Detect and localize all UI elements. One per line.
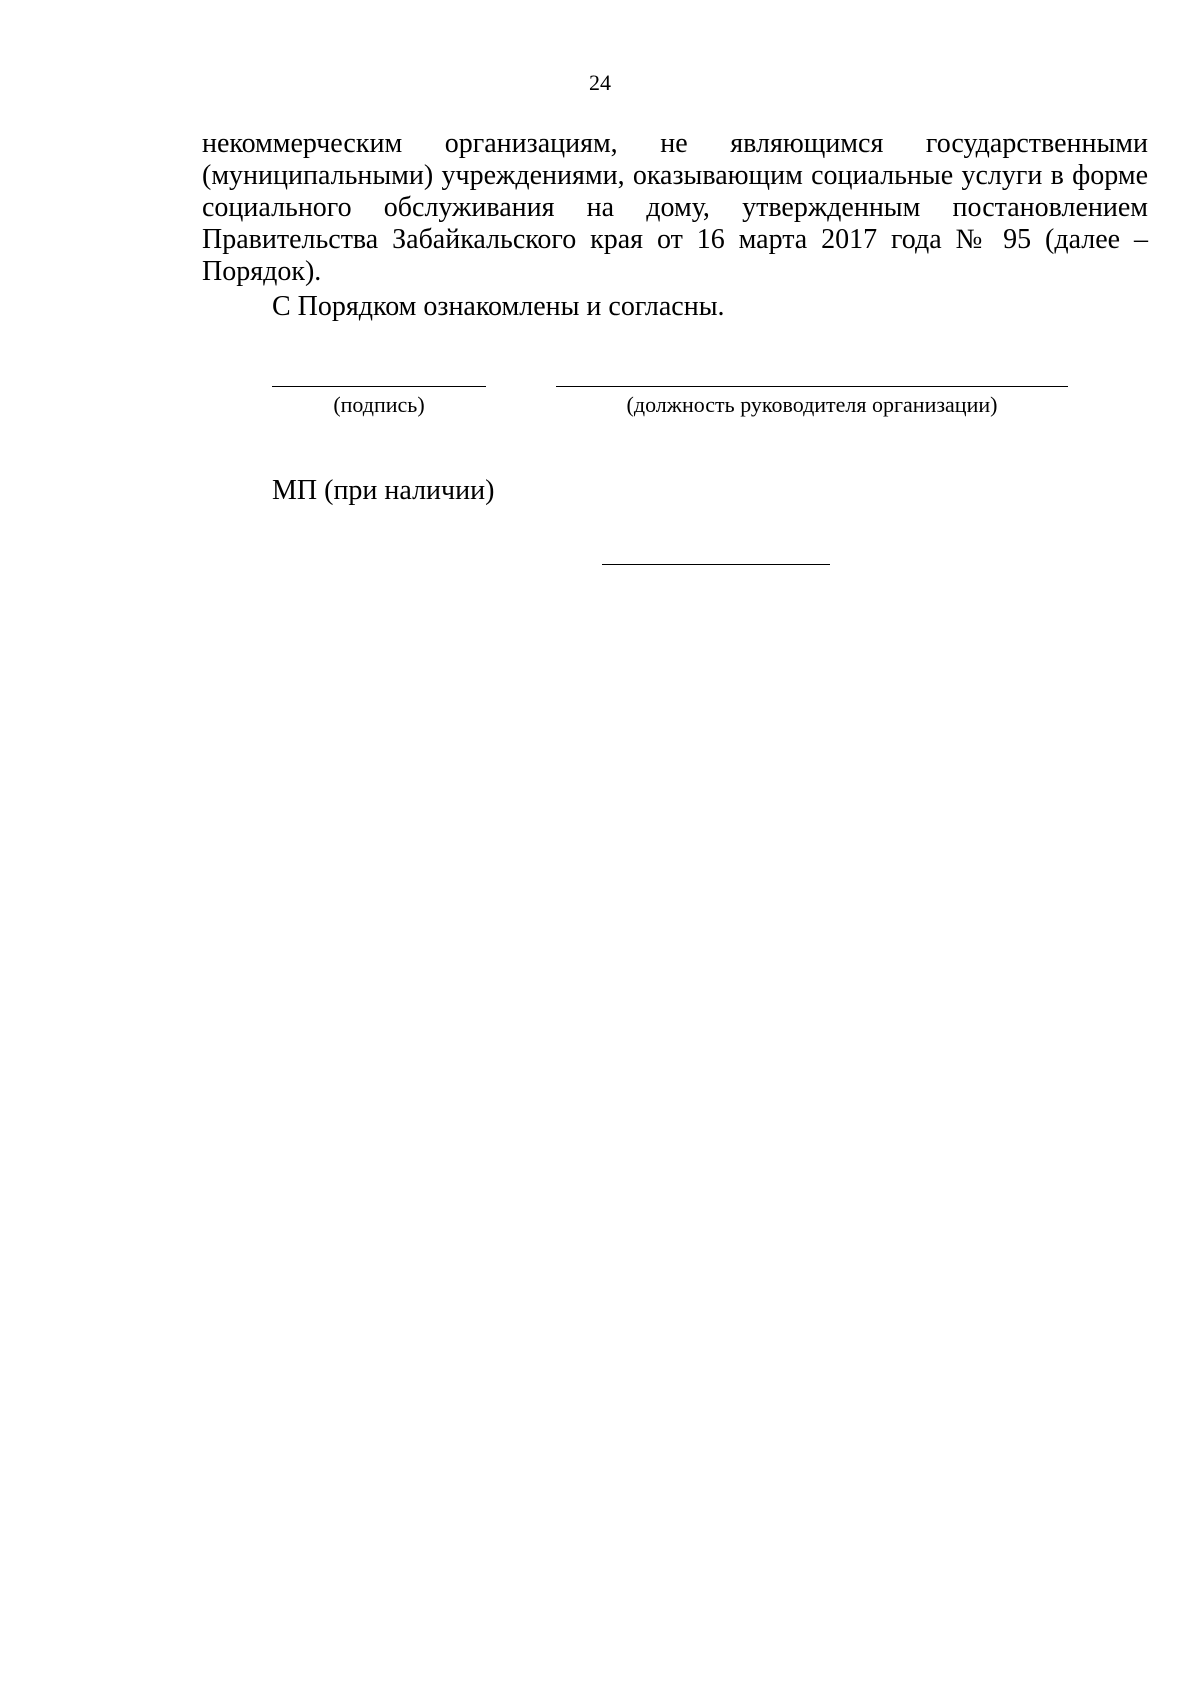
position-line xyxy=(556,386,1068,387)
page-number: 24 xyxy=(589,70,611,95)
agreement-statement: С Порядком ознакомлены и согласны. xyxy=(272,291,725,322)
document-end-rule xyxy=(602,564,830,565)
stamp-label: МП (при наличии) xyxy=(272,475,495,506)
body-paragraph xyxy=(202,128,1148,288)
position-caption: (должность руководителя организации) xyxy=(626,392,998,417)
signature-caption: (подпись) xyxy=(333,392,425,417)
body-paragraph-text: некоммерческим организациям, не являющимся государственными (муниципальными) учреждениями, оказывающим социальные услуги в форме социального обслуживания на дому, утвержденным постановлением Правительства Забайкальского края от 16 марта 2017 года № 95 (далее – Порядок). xyxy=(202,128,1148,287)
signature-line xyxy=(272,386,486,387)
